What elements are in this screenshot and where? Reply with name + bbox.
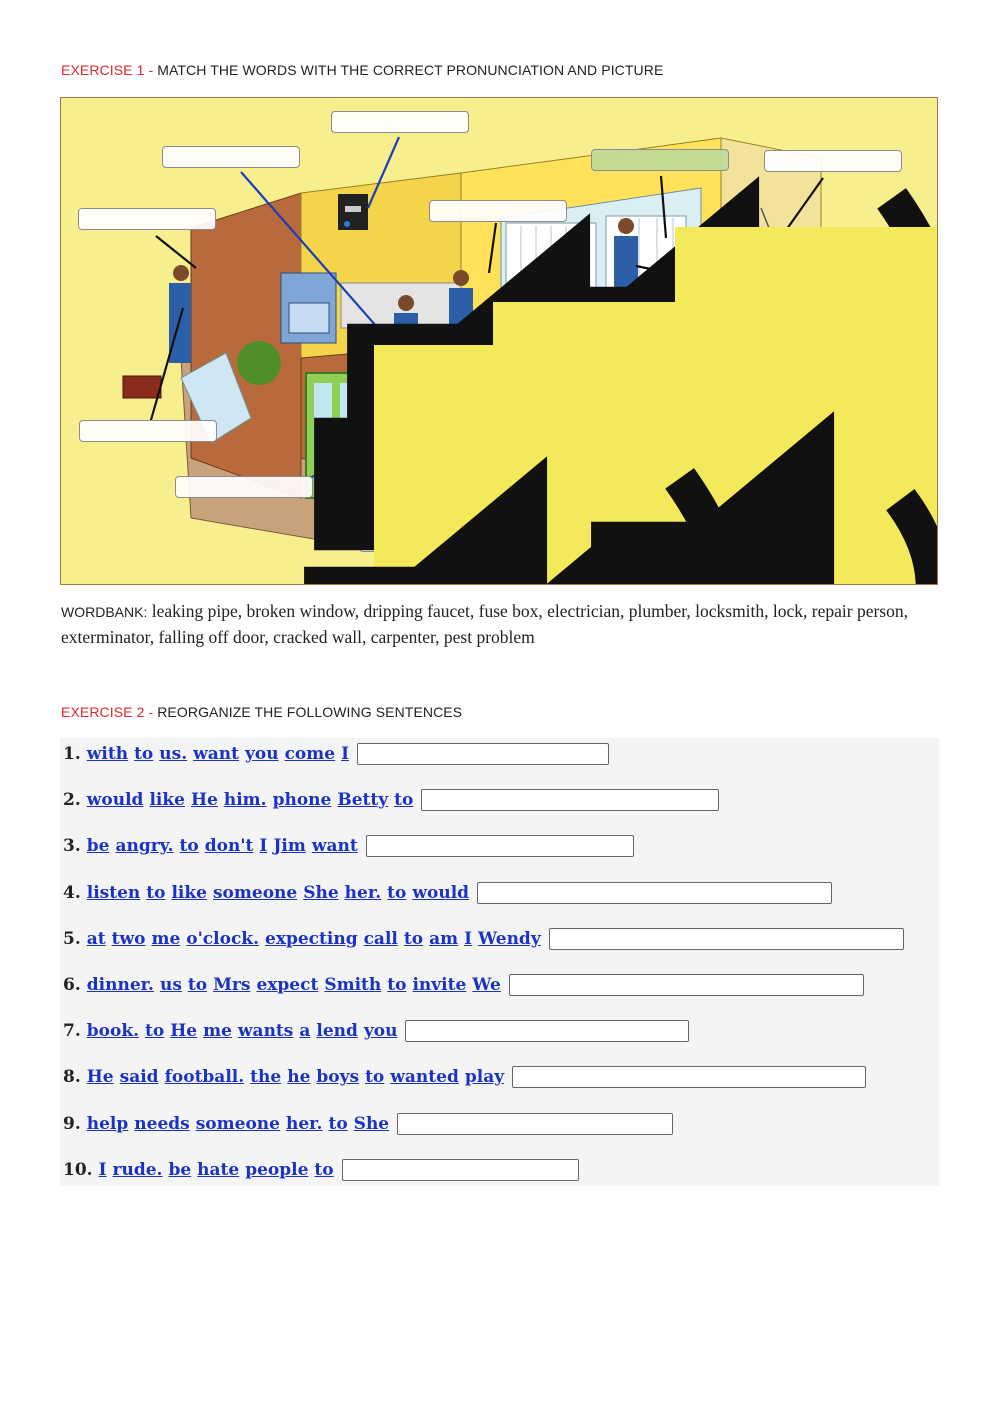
sentence-row: [63, 1063, 866, 1091]
word-chip[interactable]: like: [171, 882, 207, 903]
word-chip[interactable]: hate: [197, 1159, 240, 1180]
word-chip[interactable]: the: [250, 1067, 282, 1088]
word-chip[interactable]: would: [412, 882, 470, 903]
sentence-number: 7.: [63, 1021, 81, 1042]
word-chip[interactable]: boys: [316, 1067, 360, 1088]
word-chip[interactable]: us.: [159, 744, 188, 764]
word-chip[interactable]: people: [245, 1159, 309, 1180]
word-chip[interactable]: I: [341, 744, 350, 764]
word-chip[interactable]: He: [86, 1067, 114, 1088]
word-chip[interactable]: She: [353, 1113, 390, 1134]
exercise-2-panel: [60, 738, 939, 1186]
word-chip[interactable]: dinner.: [86, 975, 154, 995]
word-chip[interactable]: someone: [212, 882, 298, 903]
sentence-answer-input[interactable]: [477, 882, 832, 904]
word-chip[interactable]: would: [86, 790, 144, 811]
sentence-number: 5.: [63, 928, 81, 949]
word-chip[interactable]: We: [472, 975, 501, 995]
word-chip[interactable]: wanted: [390, 1067, 459, 1088]
word-chip[interactable]: us: [159, 975, 182, 995]
word-chip[interactable]: He: [190, 790, 218, 811]
word-chip[interactable]: like: [149, 790, 185, 811]
word-chip[interactable]: Mrs: [213, 975, 251, 995]
word-chip[interactable]: be: [168, 1159, 192, 1180]
word-chip[interactable]: he: [287, 1067, 311, 1088]
word-chip[interactable]: o'clock.: [186, 928, 260, 949]
word-chip[interactable]: I: [464, 928, 473, 949]
sentence-number: 3.: [63, 836, 81, 857]
word-chip[interactable]: to: [365, 1067, 385, 1088]
word-chip[interactable]: to: [394, 790, 414, 811]
sentence-number: 6.: [63, 975, 81, 995]
word-chip[interactable]: you: [363, 1021, 398, 1042]
word-chip[interactable]: He: [170, 1021, 198, 1042]
sentence-number: 4.: [63, 882, 81, 903]
word-chip[interactable]: expect: [256, 975, 319, 995]
word-chip[interactable]: her.: [285, 1113, 323, 1134]
word-chip[interactable]: to: [387, 975, 407, 995]
house-repair-illustration: [60, 97, 938, 585]
word-chip[interactable]: football.: [164, 1067, 245, 1088]
sentence-answer-input[interactable]: [405, 1020, 689, 1042]
exercise-1-title: MATCH THE WORDS WITH THE CORRECT PRONUNCIATION AND PICTURE: [157, 62, 664, 78]
sentence-answer-input[interactable]: [357, 743, 609, 765]
word-chip[interactable]: play: [464, 1067, 505, 1088]
word-chip[interactable]: me: [151, 928, 181, 949]
word-chip[interactable]: She: [303, 882, 339, 903]
word-chip[interactable]: her.: [344, 882, 382, 903]
word-chip[interactable]: Smith: [324, 975, 382, 995]
word-chip[interactable]: want: [311, 836, 358, 857]
word-chip[interactable]: with: [86, 744, 129, 764]
word-chip[interactable]: expecting: [265, 928, 358, 949]
word-chip[interactable]: listen: [86, 882, 141, 903]
speaker-icon[interactable]: [851, 527, 938, 585]
wordbank: [61, 599, 931, 650]
sentence-number: 10.: [63, 1159, 93, 1180]
word-chip[interactable]: a: [299, 1021, 311, 1042]
word-chip[interactable]: me: [203, 1021, 232, 1042]
sentence-answer-input[interactable]: [366, 835, 634, 857]
word-chip[interactable]: I: [259, 836, 268, 857]
word-chip[interactable]: Wendy: [478, 928, 541, 949]
word-chip[interactable]: to: [179, 836, 199, 857]
sentence-row: [63, 1017, 689, 1045]
word-chip[interactable]: to: [328, 1113, 348, 1134]
wordbank-words: leaking pipe, broken window, dripping faucet, fuse box, electrician, plumber, locksmith, lock, repair person, exterminator, falling off door, cracked wall, carpenter, pest problem: [61, 601, 908, 647]
word-chip[interactable]: Betty: [337, 790, 389, 811]
word-chip[interactable]: to: [145, 1021, 165, 1042]
sentence-answer-input[interactable]: [342, 1159, 579, 1181]
word-chip[interactable]: him.: [223, 790, 267, 811]
sentence-row: [63, 925, 904, 953]
sentence-number: 8.: [63, 1067, 81, 1088]
word-chip[interactable]: two: [111, 928, 146, 949]
word-chip[interactable]: invite: [412, 975, 467, 995]
exercise-1-prefix: EXERCISE 1 -: [61, 62, 158, 78]
exercise-1-heading: [61, 62, 663, 78]
sentence-number: 9.: [63, 1113, 81, 1134]
sentence-answer-input[interactable]: [421, 789, 719, 811]
word-chip[interactable]: to: [146, 882, 166, 903]
sentence-answer-input[interactable]: [512, 1066, 866, 1088]
word-chip[interactable]: call: [363, 928, 398, 949]
sentence-row: [63, 971, 864, 999]
sentence-row: [63, 1156, 579, 1184]
word-chip[interactable]: to: [187, 975, 208, 995]
word-chip[interactable]: come: [284, 744, 336, 764]
word-chip[interactable]: don't: [204, 836, 254, 857]
word-chip[interactable]: be: [86, 836, 110, 857]
sentence-number: 2.: [63, 790, 81, 811]
word-chip[interactable]: wants: [237, 1021, 294, 1042]
word-chip[interactable]: you: [245, 744, 279, 764]
sentence-answer-input[interactable]: [549, 928, 904, 950]
word-chip[interactable]: to: [134, 744, 154, 764]
sentence-row: [63, 832, 634, 860]
word-chip[interactable]: want: [193, 744, 239, 764]
sentence-row: [63, 786, 719, 814]
wordbank-label: WORDBANK:: [61, 604, 148, 620]
word-chip[interactable]: Jim: [273, 836, 306, 857]
word-chip[interactable]: to: [387, 882, 407, 903]
word-chip[interactable]: lend: [316, 1021, 358, 1042]
exercise-2-prefix: EXERCISE 2 -: [61, 704, 158, 720]
sentence-number: 1.: [63, 744, 81, 764]
word-chip[interactable]: at: [86, 928, 106, 949]
word-chip[interactable]: am: [429, 928, 459, 949]
word-chip[interactable]: rude.: [112, 1159, 163, 1180]
word-chip[interactable]: to: [314, 1159, 334, 1180]
sentence-row: [63, 1110, 673, 1138]
word-chip[interactable]: needs: [134, 1113, 190, 1134]
sentence-row: [63, 740, 609, 768]
exercise-2-title: REORGANIZE THE FOLLOWING SENTENCES: [157, 704, 463, 720]
word-chip[interactable]: to: [403, 928, 424, 949]
sentence-answer-input[interactable]: [397, 1113, 673, 1135]
word-chip[interactable]: said: [119, 1067, 159, 1088]
word-chip[interactable]: help: [86, 1113, 129, 1134]
exercise-2-heading: [61, 704, 462, 720]
sentence-answer-input[interactable]: [509, 974, 864, 996]
word-chip[interactable]: angry.: [115, 836, 174, 857]
word-chip[interactable]: someone: [195, 1113, 280, 1134]
word-chip[interactable]: book.: [86, 1021, 140, 1042]
word-chip[interactable]: phone: [272, 790, 332, 811]
word-chip[interactable]: I: [98, 1159, 107, 1180]
sentence-row: [63, 879, 832, 907]
